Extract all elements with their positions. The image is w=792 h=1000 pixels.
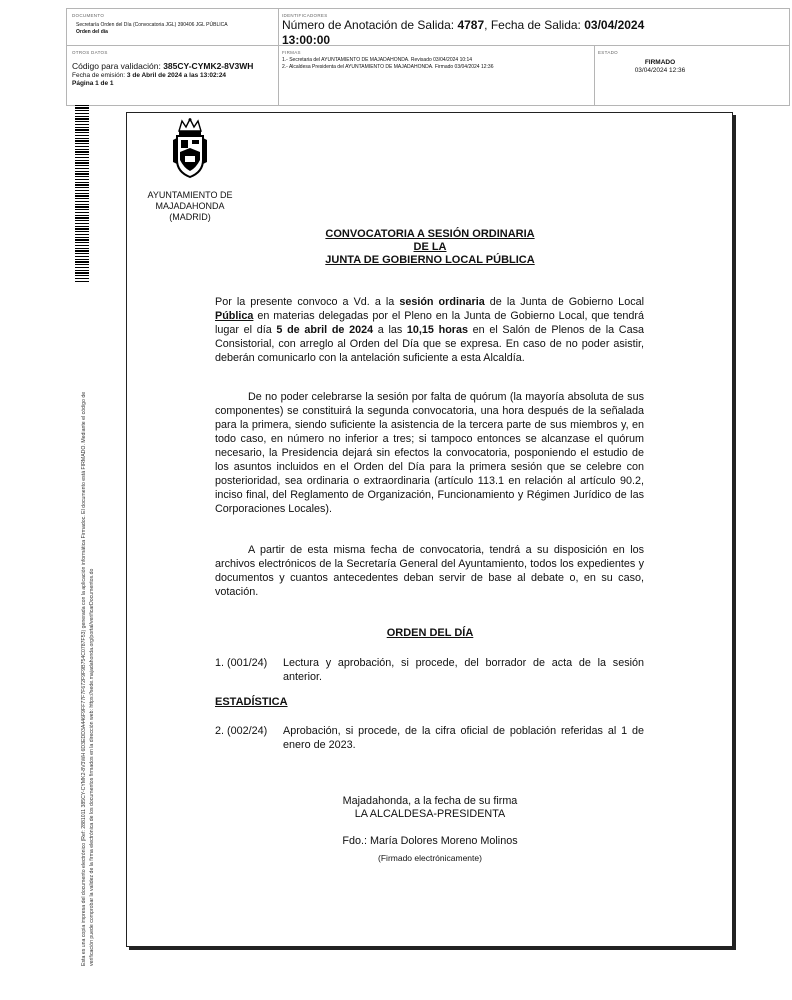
codigo-prefix: Código para validación: [72,61,164,71]
document-title [216,228,644,267]
agenda-item-1-number: 1. (001/24) [215,657,268,669]
identificadores-label: IDENTIFICADORES [282,13,328,18]
signature-note: (Firmado electrónicamente) [378,853,482,863]
side-verification-text [80,306,96,966]
side-text-line-2: verificación puede comprobar la validez de la firma electrónica de los documentos firmados en la dirección web: https://sede.majadahonda.org/portal/verificarDocumentos.do [89,568,95,966]
documento-value: Secretaría Orden del Día (Convocatoria JGL) 390406 JGL PÚBLICA [76,22,228,28]
otros-datos-cell [67,46,279,105]
p1-bold-date: 5 de abril de 2024 [276,324,374,336]
signature-role: LA ALCALDESA-PRESIDENTA [354,808,506,820]
pagina-indicator: Página 1 de 1 [72,80,114,87]
fecha-value: 03/04/2024 [584,18,645,32]
firmas-label: FIRMAS [282,50,301,55]
anotacion-prefix: Número de Anotación de Salida: [282,18,458,32]
p1-text-2: de la Junta de Gobierno Local [484,296,644,308]
agenda-item-2-number: 2. (002/24) [215,725,268,737]
title-line-3: JUNTA DE GOBIERNO LOCAL PÚBLICA [325,254,535,266]
orden-del-dia-title: ORDEN DEL DÍA [386,627,474,639]
firma-1: 1.- Secretaria del AYUNTAMIENTO DE MAJADAHONDA. Revisado 03/04/2024 10:14 [282,57,473,63]
signature-name: Fdo.: María Dolores Moreno Molinos [342,835,518,847]
firma-2: 2.- Alcaldesa Presidenta del AYUNTAMIENTO DE MAJADAHONDA. Firmado 03/04/2024 12:36 [282,64,494,70]
title-line-1: CONVOCATORIA A SESIÓN ORDINARIA [325,228,535,240]
fecha-emision [72,72,277,80]
anotacion-number: 4787 [457,18,485,32]
estado-date: 03/04/2024 12:36 [634,67,686,74]
emision-value: 3 de Abril de 2024 a las 13:02:24 [126,72,227,79]
agenda-item-2 [215,724,644,752]
paragraph-quorum: De no poder celebrarse la sesión por falta de quórum (la mayoría absoluta de sus componentes) se constituirá la segunda convocatoria, una hora después de la señalada para la primera, siendo suficiente la asistencia de la tercera parte de sus miembros y, en todo caso, en número no inferior a tres; si tampoco entonces se alcanzase el quórum necesario, la Presidencia dejará sin efectos la convocatoria, posponiendo el estudio de los asuntos incluidos en el Orden del Día para la primera sesión que se celebre con posterioridad, sea ordinaria o extraordinaria (artículo 113.1 en relación al artículo 90.2, inciso final, del Reglamento de Organización, Funcionamiento y Régimen Jurídico de las Corporaciones Locales). [215,391,644,515]
title-line-2: DE LA [413,241,447,253]
hora-value: 13:00:00 [282,33,331,47]
codigo-value: 385CY-CYMK2-8V3WH [163,61,254,71]
estado-cell [595,46,789,105]
firmas-cell [279,46,595,105]
p1-bold-1: sesión ordinaria [399,296,485,308]
p1-text-1: Por la presente convoco a Vd. a la [215,296,400,308]
fecha-prefix: , Fecha de Salida: [484,18,585,32]
otros-label: OTROS DATOS [72,50,108,55]
p1-text-3: en materias delegadas por el Pleno en la Junta de Gobierno Local, que tendrá lugar el día [215,310,644,336]
p1-text-5: en el Salón de Plenos de la Casa Consistorial, con arreglo al Orden del Día que se expresa. En caso de no poder asistir, deberán comunicarlo con la antelación suficiente a esta Alcaldía. [215,324,645,364]
p1-bold-time: 10,15 horas [406,324,469,336]
ayuntamiento-line-1: AYUNTAMIENTO DE [147,190,233,200]
barcode-graphic [75,105,89,282]
emision-prefix: Fecha de emisión: [72,72,127,79]
documento-label: DOCUMENTO [72,13,105,18]
side-text-line-1: Esta es una copia impresa del documento electrónico (Ref: 2881011 385CY-CYMK2-8V3WH 6D3EDD3A446F9FF77F7F672F9F9B754C0787F53) generada con la aplicación informática Firmadoc. El documento está FIRMADO. Mediante el código de [81,391,87,966]
documento-cell [67,9,279,46]
paragraph-convocatoria [215,295,644,365]
identificadores-cell [279,9,789,46]
anotacion-text [282,18,662,48]
ayuntamiento-line-2: MAJADAHONDA [155,201,225,211]
codigo-validacion [72,61,277,71]
agenda-item-1-text: Lectura y aprobación, si procede, del borrador de acta de la sesión anterior. [283,657,644,683]
agenda-item-1 [215,656,644,684]
paragraph-archivos: A partir de esta misma fecha de convocatoria, tendrá a su disposición en los archivos electrónicos de la Secretaría General del Ayuntamiento, todos los expedientes y documentos y cuantos antecedentes deban servir de base al debate o, en su caso, votación. [215,544,644,598]
ayuntamiento-line-3: (MADRID) [169,212,211,222]
signature-place-date: Majadahonda, a la fecha de su firma [342,795,518,807]
estadistica-heading: ESTADÍSTICA [215,696,288,708]
agenda-item-2-text: Aprobación, si procede, de la cifra oficial de población referidas al 1 de enero de 2023. [283,725,644,751]
ayuntamiento-name [140,190,240,223]
coat-of-arms-icon [170,118,210,180]
documento-value-2: Orden del día [76,29,108,35]
estado-value: FIRMADO [644,59,676,66]
estado-label: ESTADO [598,50,618,55]
document-header [66,8,790,106]
p1-underline: Pública [215,310,254,322]
p1-text-4: a las [373,324,407,336]
